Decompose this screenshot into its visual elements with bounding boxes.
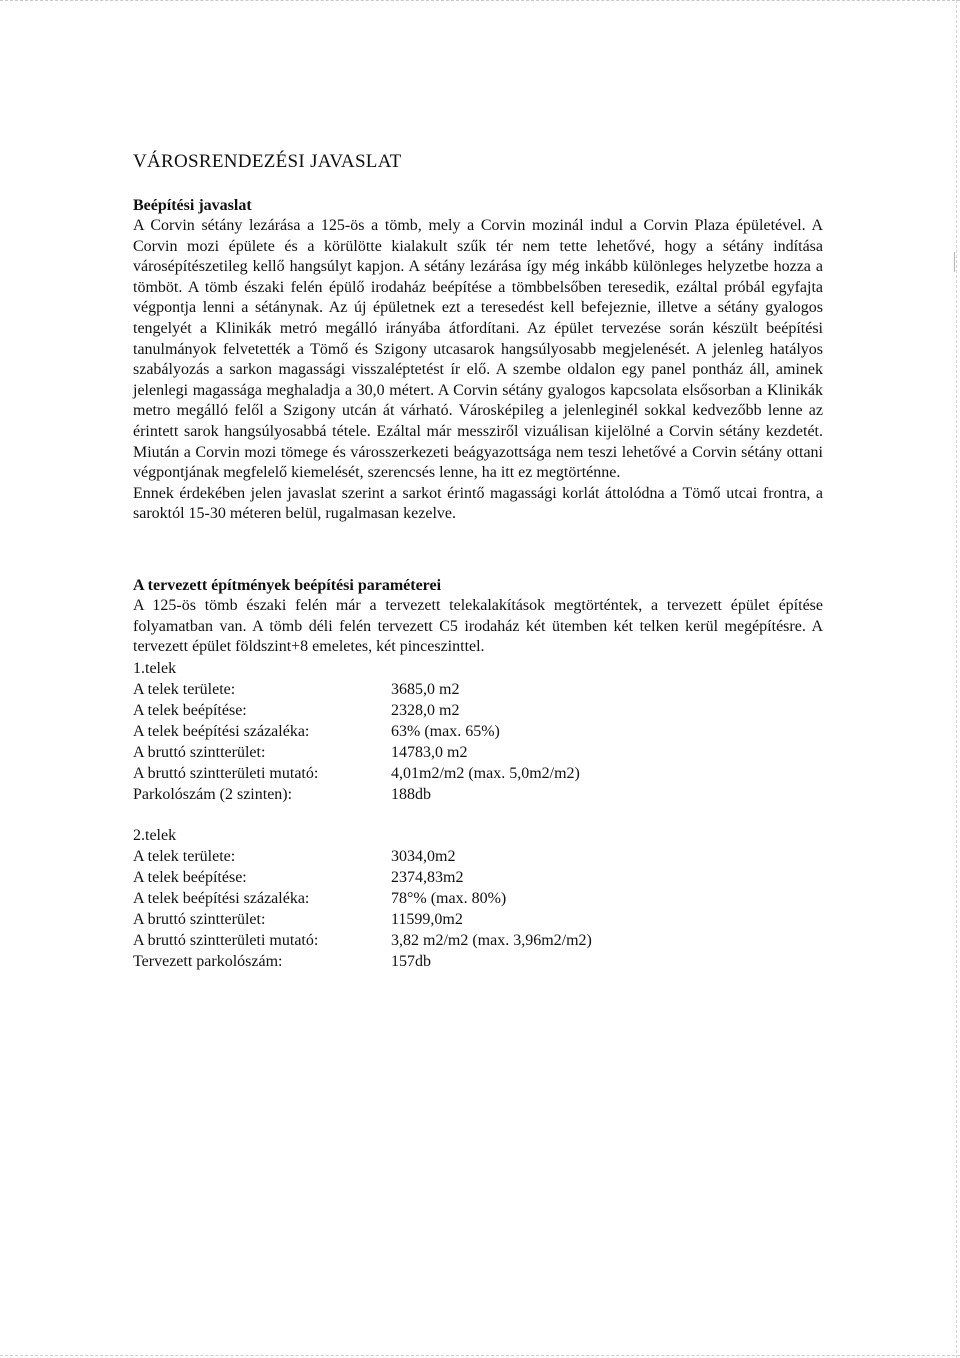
- param-value: 157db: [391, 952, 431, 970]
- paragraph-proposal: A Corvin sétány lezárása a 125-ös a tömb, mely a Corvin mozinál indul a Corvin Plaza épületével. A Corvin mozi épülete és a körülötte kialakult szűk tér nem tette lehetővé, hogy a sétány indítása városépítészetileg kellő hangsúlyt kapjon. A sétány lezárása így még inkább különleges helyzetbe hozza a tömböt. A tömb északi felén épülő irodaház beépítése a tömbbelsőben teresedik, ezáltal próbál egyfajta végpontja lenni a sétánynak. Az új épületnek ezt a teresedést kell befejeznie, illetve a sétány gyalogos tengelyét a Klinikák metró megálló irányába átfordítani. Az épület tervezése során készült beépítési tanulmányok felvetették a Tömő és Szigony utcasarok hangsúlyosabb megjelenését. A jelenleg hatályos szabályozás a sarkon magassági visszaléptetést ír elő. A szembe oldalon egy panel pontház áll, aminek jelenlegi magassága meghaladja a 30,0 métert. A Corvin sétány gyalogos kapcsolata elsősorban a Klinikák metro megálló felől a Szigony utcán át várható. Városképileg a jelenleginél sokkal kedvezőbb lenne az érintett sarok hangsúlyosabbá tétele. Ezáltal már messziről vizuálisan kijelölné a Corvin sétány kezdetét. Miután a Corvin mozi tömege és városszerkezeti beágyazottsága nem teszi lehetővé a Corvin sétány ottani végpontjának megfelelő kiemelését, szerencsés lenne, ha itt ez megtörténne.: [133, 217, 823, 482]
- margin-mark: [950, 252, 955, 272]
- param-value: 3034,0m2: [391, 847, 456, 865]
- document-title: VÁROSRENDEZÉSI JAVASLAT: [133, 151, 402, 172]
- param-value: 11599,0m2: [391, 910, 463, 928]
- param-value: 3685,0 m2: [391, 680, 460, 698]
- paragraph-parameters-intro: A 125-ös tömb északi felén már a tervezett telekalakítások megtörténtek, a tervezett épület építése folyamatban van. A tömb déli felén tervezett C5 irodaház két ütemben két telken kerül megépítésre. A tervezett épület földszint+8 emeletes, két pinceszinttel.: [133, 596, 823, 656]
- document-page: [133, 150, 823, 972]
- param-value: 3,82 m2/m2 (max. 3,96m2/m2): [391, 931, 592, 949]
- param-row: [133, 930, 823, 951]
- param-value: 188db: [391, 785, 431, 803]
- scan-top-edge: [0, 0, 960, 3]
- param-value: 2374,83m2: [391, 868, 464, 886]
- param-name: A telek területe:: [133, 680, 236, 698]
- param-name: A telek beépítési százaléka:: [133, 722, 310, 740]
- scan-right-edge: [955, 0, 957, 1358]
- param-name: A telek területe:: [133, 847, 236, 865]
- param-value: 4,01m2/m2 (max. 5,0m2/m2): [391, 764, 580, 782]
- param-name: A bruttó szintterület:: [133, 743, 266, 761]
- param-name: A bruttó szintterületi mutató:: [133, 764, 319, 782]
- param-name: Parkolószám (2 szinten):: [133, 785, 293, 803]
- plot-label: 1.telek: [133, 659, 177, 677]
- param-value: 63% (max. 65%): [391, 722, 500, 740]
- plot-1-parameters: [133, 658, 823, 805]
- section-heading-beepitesi-javaslat: Beépítési javaslat: [133, 197, 252, 214]
- param-name: A bruttó szintterület:: [133, 910, 266, 928]
- param-name: A telek beépítése:: [133, 868, 247, 886]
- param-row: [133, 951, 823, 972]
- section-heading-parameters: A tervezett építmények beépítési paraméterei: [133, 576, 442, 594]
- param-row: [133, 846, 823, 867]
- param-name: A bruttó szintterületi mutató:: [133, 931, 319, 949]
- param-row: [133, 888, 823, 909]
- plot-label: 2.telek: [133, 826, 177, 844]
- param-row: [133, 679, 823, 700]
- param-value: 78°% (max. 80%): [391, 889, 507, 907]
- param-value: 14783,0 m2: [391, 743, 468, 761]
- param-row: [133, 721, 823, 742]
- plot-2-parameters: [133, 825, 823, 972]
- param-value: 2328,0 m2: [391, 701, 460, 719]
- param-row: [133, 763, 823, 784]
- param-row: [133, 784, 823, 805]
- param-row: [133, 867, 823, 888]
- paragraph-height-limit: Ennek érdekében jelen javaslat szerint a sarkot érintő magassági korlát áttolódna a Tömő utcai frontra, a saroktól 15-30 méteren belül, rugalmasan kezelve.: [133, 484, 823, 523]
- param-name: Tervezett parkolószám:: [133, 952, 283, 970]
- param-name: A telek beépítése:: [133, 701, 247, 719]
- param-name: A telek beépítési százaléka:: [133, 889, 310, 907]
- param-row: [133, 700, 823, 721]
- param-row: [133, 909, 823, 930]
- param-row: [133, 742, 823, 763]
- scan-bottom-edge: [0, 1354, 960, 1356]
